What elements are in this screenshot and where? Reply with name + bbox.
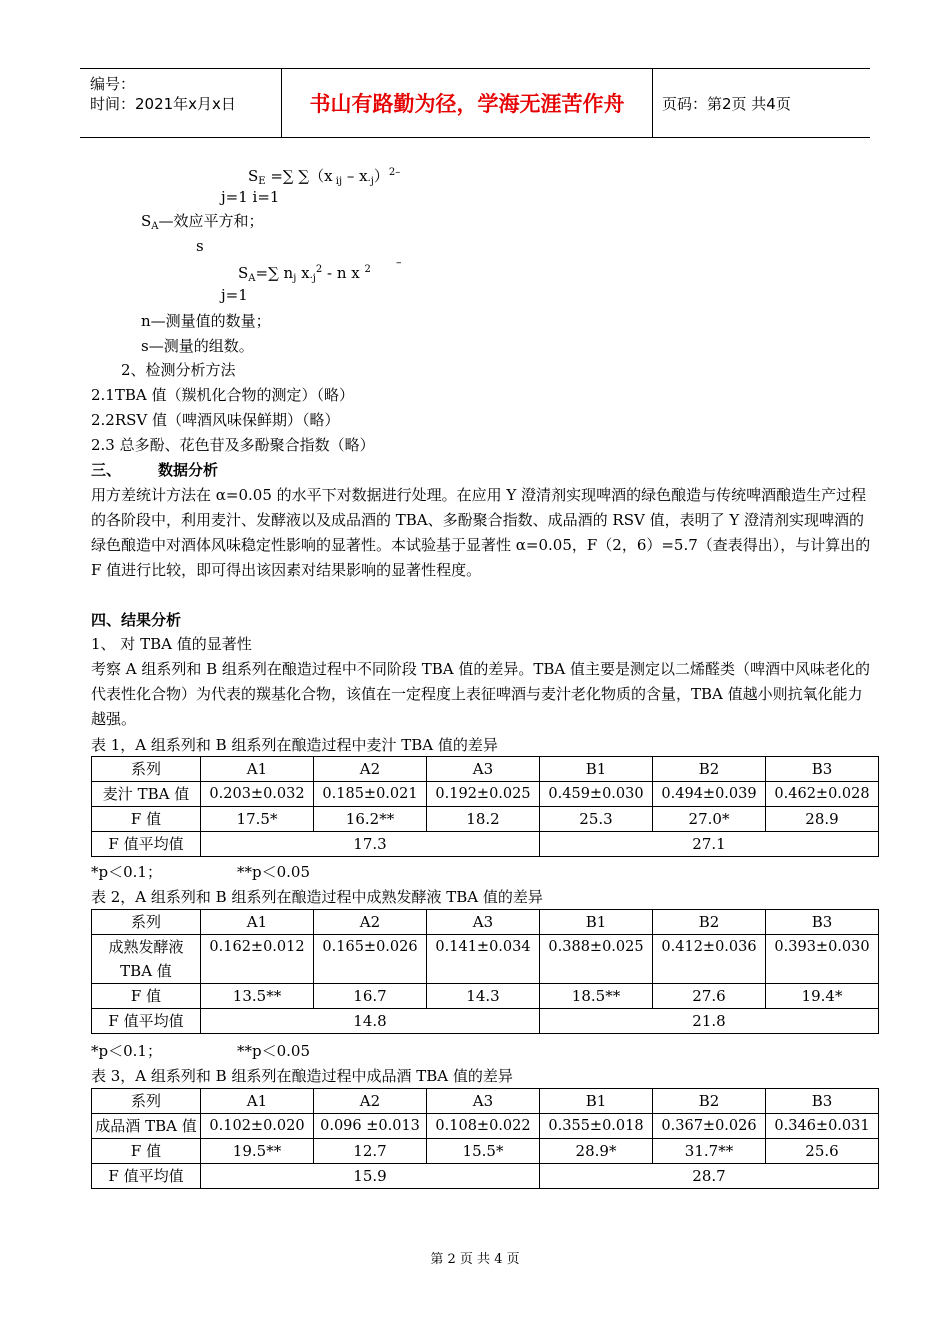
- table-row: 系列 A1 A2 A3 B1 B2 B3: [92, 757, 879, 782]
- header-number: 编号：: [90, 75, 136, 93]
- table-row: F 值 17.5* 16.2** 18.2 25.3 27.0* 28.9: [92, 807, 879, 832]
- section-4-paragraph: 考察 A 组系列和 B 组系列在酿造过程中不同阶段 TBA 值的差异。TBA 值主要是测定以二烯醛类（啤酒中风味老化的代表性化合物）为代表的羰基化合物，该值在一定程度上表征啤酒与麦汁老化物质的含量，TBA 值越小则抗氧化能力越强。: [91, 660, 870, 728]
- section-3-title: 数据分析: [158, 461, 219, 479]
- formula-se-index: j=1 i=1: [221, 188, 280, 206]
- method-2-2: 2.2RSV 值（啤酒风味保鲜期）（略）: [91, 411, 340, 429]
- formula-sa: $S_A=\sum$ $n_j$ $x_{\cdot j}^2$ - n x $^2$: [238, 264, 371, 284]
- table-2-note-a: *p＜0.1；: [91, 1042, 162, 1060]
- table-3: [91, 1088, 879, 1189]
- header-page: 页码：第2页 共4页: [662, 94, 791, 113]
- section-3-paragraph: 用方差统计方法在 α=0.05 的水平下对数据进行处理。在应用 Y 澄清剂实现啤酒的绿色酿造与传统啤酒酿造生产过程的各阶段中，利用麦汁、发酵液以及成品酒的 TBA、多酚聚合指数、成品酒的 RSV 值，表明了 Y 澄清剂实现啤酒的绿色酿造中对酒体风味稳定性影响的显著性。本试验基于显著性 α=0.05，F（2，6）=5.7（查表得出），与计算出的 F 值进行比较，即可得出该因素对结果影响的显著性程度。: [91, 486, 871, 579]
- page-header: [80, 68, 870, 138]
- page-footer: 第 2 页 共 4 页: [430, 1252, 520, 1267]
- formula-sa-definition: $S_A—$效应平方和；: [141, 212, 264, 232]
- header-meta: [80, 69, 282, 137]
- table-2-caption: 表 2，A 组系列和 B 组系列在酿造过程中成熟发酵液 TBA 值的差异: [91, 888, 543, 906]
- table-row: F 值平均值 14.8 21.8: [92, 1009, 879, 1034]
- table-row: 成品酒 TBA 值 0.102±0.020 0.096 ±0.013 0.108±0.022 0.355±0.018 0.367±0.026 0.346±0.031: [92, 1114, 879, 1139]
- table-2-note-b: **p＜0.05: [237, 1042, 311, 1060]
- method-2-3: 2.3 总多酚、花色苷及多酚聚合指数（略）: [91, 436, 375, 454]
- table-1-caption: 表 1，A 组系列和 B 组系列在酿造过程中麦汁 TBA 值的差异: [91, 736, 498, 754]
- table-row: 麦汁 TBA 值 0.203±0.032 0.185±0.021 0.192±0.025 0.459±0.030 0.494±0.039 0.462±0.028: [92, 782, 879, 807]
- table-1-note-a: *p＜0.1；: [91, 863, 162, 881]
- n-definition: n—测量值的数量；: [141, 312, 271, 330]
- section-4-title: 四、结果分析: [91, 611, 182, 629]
- method-2-1: 2.1TBA 值（羰机化合物的测定）（略）: [91, 386, 354, 404]
- formula-sa-index: j=1: [221, 286, 248, 304]
- s-definition: s—测量的组数。: [141, 337, 254, 355]
- section-3-number: 三、: [91, 461, 122, 479]
- table-row: F 值 19.5** 12.7 15.5* 28.9* 31.7** 25.6: [92, 1139, 879, 1164]
- method-title: 2、检测分析方法: [121, 361, 236, 379]
- table-1: [91, 756, 879, 857]
- table-row: F 值平均值 17.3 27.1: [92, 832, 879, 857]
- table-row: 系列 A1 A2 A3 B1 B2 B3: [92, 1089, 879, 1114]
- section-4-sub1: 1、 对 TBA 值的显著性: [91, 635, 252, 653]
- table-2: [91, 909, 879, 1034]
- formula-sa-bar: –: [396, 256, 402, 269]
- table-3-caption: 表 3，A 组系列和 B 组系列在酿造过程中成品酒 TBA 值的差异: [91, 1067, 513, 1085]
- table-1-note-b: **p＜0.05: [237, 863, 311, 881]
- table-row: F 值 13.5** 16.7 14.3 18.5** 27.6 19.4*: [92, 984, 879, 1009]
- table-row: F 值平均值 15.9 28.7: [92, 1164, 879, 1189]
- header-motto: 书山有路勤为径，学海无涯苦作舟: [282, 69, 653, 137]
- header-time: 时间：2021年x月x日: [90, 95, 236, 113]
- table-row: 系列 A1 A2 A3 B1 B2 B3: [92, 910, 879, 935]
- formula-sa-limit: s: [196, 237, 204, 255]
- table-row: 成熟发酵液 TBA 值 0.162±0.012 0.165±0.026 0.141±0.034 0.388±0.025 0.412±0.036 0.393±0.030: [92, 935, 879, 984]
- formula-se: $S_E$ =∑ ∑（x $_{ij} - x_{\cdot j})^{2-}$: [248, 167, 401, 187]
